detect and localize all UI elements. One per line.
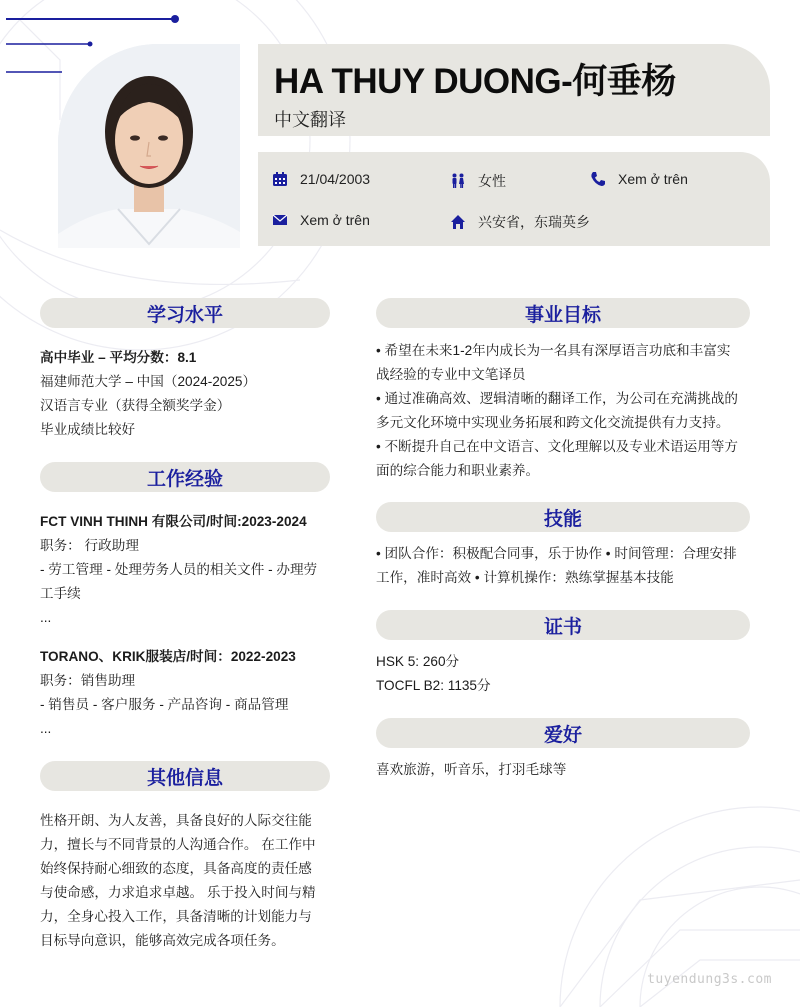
other-info-line: 力，全身心投入工作，具备清晰的计划能力与 [40, 909, 312, 924]
envelope-icon [272, 212, 288, 228]
education-content [40, 346, 330, 442]
job-more: ... [40, 610, 52, 625]
watermark: tuyendung3s.com [647, 972, 772, 987]
certificates-content [376, 650, 750, 698]
phone-item [590, 171, 688, 187]
other-info-header: 其他信息 [40, 761, 330, 791]
gender-value: 女性 [478, 173, 506, 189]
education-header: 学习水平 [40, 298, 330, 328]
phone-value: Xem ở trên [618, 171, 688, 187]
gender-icon [450, 173, 466, 189]
hobbies-line: 喜欢旅游，听音乐，打羽毛球等 [376, 762, 567, 777]
education-line: 汉语言专业（获得全额奖学金） [40, 398, 231, 413]
hobbies-header: 爱好 [376, 718, 750, 748]
email-item [272, 212, 370, 228]
objective-line: 多元文化环境中实现业务拓展和跨文化交流提供有力支持。 [376, 415, 730, 430]
education-line: 福建师范大学 – 中国（2024-2025） [40, 374, 257, 389]
objective-header: 事业目标 [376, 298, 750, 328]
objective-line: 面的综合能力和职业素养。 [376, 463, 540, 478]
birthday-item [272, 171, 370, 187]
experience-job-2 [40, 645, 340, 741]
birthday-value: 21/04/2003 [300, 171, 371, 187]
experience-header: 工作经验 [40, 462, 330, 492]
profile-photo [58, 44, 240, 248]
experience-job-1 [40, 510, 340, 630]
address-item [450, 212, 590, 232]
job-title: 中文翻译 [274, 110, 346, 130]
job-role: 职务：销售助理 [40, 673, 136, 688]
job-role: 职务： 行政助理 [40, 538, 139, 553]
objective-line: • 不断提升自己在中文语言、文化理解以及专业术语运用等方 [376, 439, 738, 454]
contact-info-panel [258, 152, 770, 246]
job-more: ... [40, 721, 52, 736]
job-heading: FCT VINH THINH 有限公司/时间:2023-2024 [40, 514, 307, 529]
phone-icon [590, 171, 606, 187]
name-panel [258, 44, 770, 136]
other-info-line: 性格开朗、为人友善，具备良好的人际交往能 [40, 813, 312, 828]
objective-content [376, 339, 756, 483]
certificate-item: TOCFL B2: 1135分 [376, 678, 491, 693]
certificate-item: HSK 5: 260分 [376, 654, 460, 669]
certificates-header: 证书 [376, 610, 750, 640]
objective-line: • 通过准确高效、逻辑清晰的翻译工作，为公司在充满挑战的 [376, 391, 738, 406]
objective-line: • 希望在未来1-2年内成长为一名具有深厚语言功底和丰富实 [376, 343, 731, 358]
job-duties: 工手续 [40, 586, 81, 601]
skills-line: 工作，准时高效 • 计算机操作：熟练掌握基本技能 [376, 570, 674, 585]
skills-content [376, 542, 756, 590]
other-info-content [40, 809, 340, 953]
skills-line: • 团队合作：积极配合同事，乐于协作 • 时间管理：合理安排 [376, 546, 737, 561]
other-info-line: 与使命感，力求追求卓越。 乐于投入时间与精 [40, 885, 316, 900]
education-line: 毕业成绩比较好 [40, 422, 136, 437]
gender-item [450, 171, 506, 191]
home-icon [450, 214, 466, 230]
skills-header: 技能 [376, 502, 750, 532]
other-info-line: 目标导向意识，能够高效完成各项任务。 [40, 933, 285, 948]
email-value: Xem ở trên [300, 212, 370, 228]
job-duties: - 销售员 - 客户服务 - 产品咨询 - 商品管理 [40, 697, 289, 712]
address-value: 兴安省，东瑞英乡 [478, 214, 590, 230]
candidate-name: HA THUY DUONG-何垂杨 [274, 62, 676, 101]
job-heading: TORANO、KRIK服装店/时间：2022-2023 [40, 649, 296, 664]
calendar-icon [272, 171, 288, 187]
hobbies-content [376, 758, 750, 782]
objective-line: 战经验的专业中文笔译员 [376, 367, 526, 382]
job-duties: - 劳工管理 - 处理劳务人员的相关文件 - 办理劳 [40, 562, 318, 577]
education-line: 高中毕业 – 平均分数：8.1 [40, 350, 197, 365]
other-info-line: 始终保持耐心细致的态度，具备高度的责任感 [40, 861, 312, 876]
other-info-line: 力，擅长与不同背景的人沟通合作。 在工作中 [40, 837, 316, 852]
